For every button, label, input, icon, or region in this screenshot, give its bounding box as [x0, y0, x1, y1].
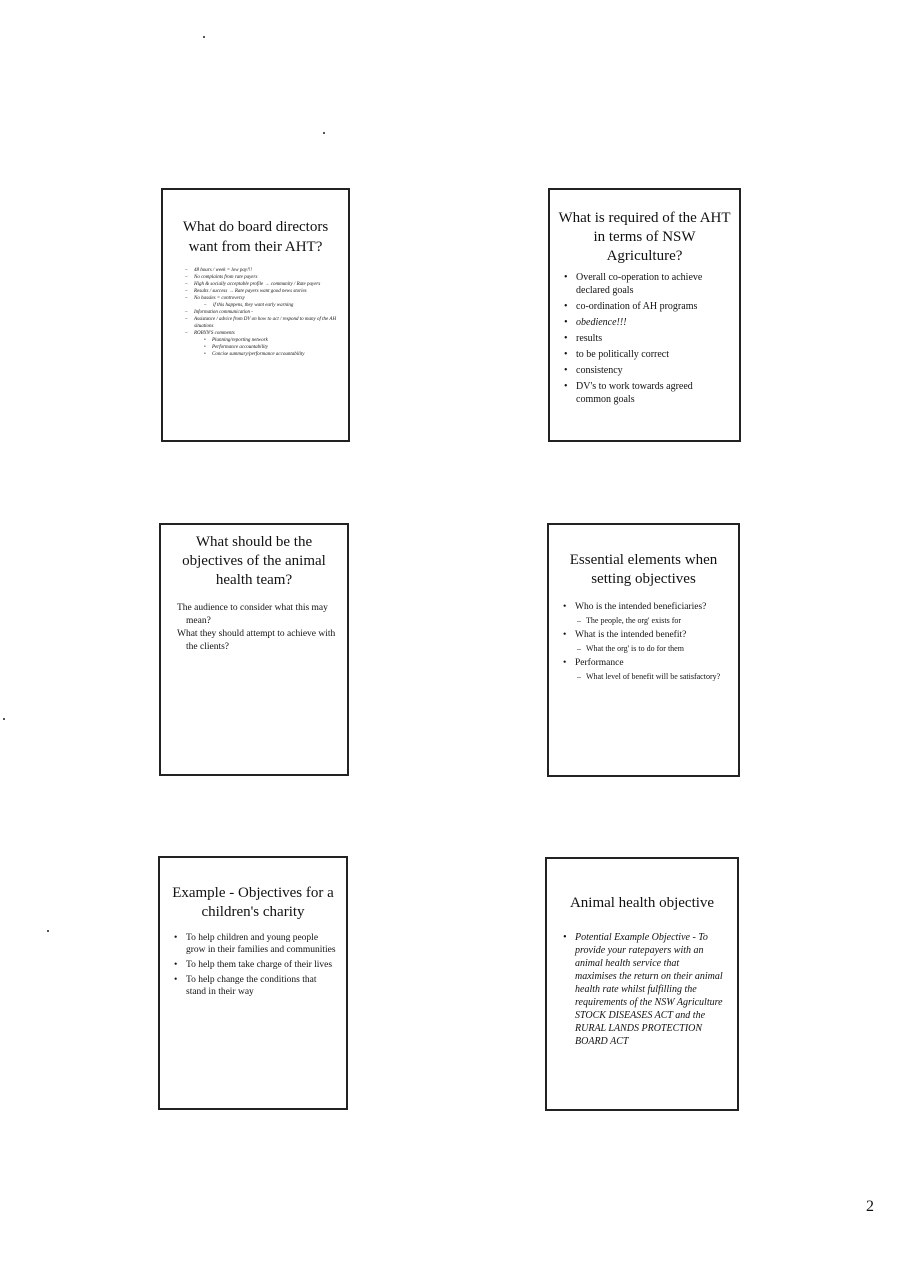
- list-item: • To help them take charge of their lives: [174, 959, 336, 971]
- paragraph: What they should attempt to achieve with the clients?: [177, 629, 336, 652]
- slide-title: What do board directors want from their AHT?: [182, 219, 329, 255]
- list-item: • Overall co-operation to achieve declared goals: [564, 271, 729, 297]
- slide-title: What is required of the AHT in terms of NSW Agriculture?: [558, 210, 731, 264]
- slide-title: Animal health objective: [569, 895, 715, 911]
- slide-nsw-agriculture: [548, 188, 741, 442]
- slide-body: [177, 602, 337, 654]
- list-item: • results: [564, 332, 729, 345]
- list-item: – 48 hours / week = low pay!!!: [185, 267, 338, 274]
- slide-title: Essential elements when setting objectives: [569, 552, 718, 587]
- list-item: • Performance – What level of benefit will be satisfactory?: [563, 657, 728, 682]
- list-item: • to be politically correct: [564, 348, 729, 361]
- list-item: • What is the intended benefit? – What the org' is to do for them: [563, 629, 728, 654]
- list-item: – Information communication -: [185, 309, 338, 316]
- sub-list-item: – if this happens, they want early warning: [204, 302, 338, 309]
- scan-speck: [323, 132, 325, 134]
- paragraph: The audience to consider what this may mean?: [177, 603, 328, 626]
- list-item: – ROBYN'S comments • Planning/reporting network • Performance accountability • Concise summary/performance accountability: [185, 330, 338, 358]
- list-item: • Who is the intended beneficiaries? – The people, the org' exists for: [563, 601, 728, 626]
- list-item: – Assistance / advice from DV on how to act / respond to many of the AH situations: [185, 316, 338, 330]
- list-item: • Potential Example Objective - To provide your ratepayers with an animal health service that maximises the return on their animal health rate whilst fulfilling the requirements of the NSW Agriculture STOCK DISEASES ACT and the RURAL LANDS PROTECTION BOARD ACT: [563, 931, 723, 1048]
- slide-childrens-charity: [158, 856, 348, 1110]
- sub-list-item: – What the org' is to do for them: [577, 643, 728, 654]
- list-item: • DV's to work towards agreed common goals: [564, 380, 729, 406]
- list-item: • To help change the conditions that stand in their way: [174, 974, 336, 998]
- page-number: 2: [866, 1198, 874, 1215]
- list-item: • co-ordination of AH programs: [564, 300, 729, 313]
- slide-board-directors: [161, 188, 350, 442]
- sub-list-item: • Planning/reporting network: [204, 337, 338, 344]
- list-item: – No complaints from rate payers: [185, 274, 338, 281]
- list-item: • To help children and young people grow in their families and communities: [174, 932, 336, 956]
- scan-speck: [203, 36, 205, 38]
- list-item: – Results / success → Rate payers want good news stories: [185, 288, 338, 295]
- slide-title: Example - Objectives for a children's charity: [172, 885, 334, 920]
- list-item: – No hassles = controversy – if this happens, they want early warning: [185, 295, 338, 309]
- sub-list-item: – What level of benefit will be satisfactory?: [577, 671, 728, 682]
- slide-essential-elements: [547, 523, 740, 777]
- sub-list-item: • Performance accountability: [204, 344, 338, 351]
- list-item: • obedience!!!: [564, 316, 729, 329]
- sub-list-item: • Concise summary/performance accountability: [204, 351, 338, 358]
- slide-body: [185, 267, 338, 358]
- slide-animal-health-objectives: [159, 523, 349, 776]
- slide-title: What should be the objectives of the animal health team?: [182, 534, 326, 588]
- list-item: • consistency: [564, 364, 729, 377]
- list-item: – High & socially acceptable profile → community / Rate payers: [185, 281, 338, 288]
- scan-speck: [47, 930, 49, 932]
- scan-speck: [3, 718, 5, 720]
- slide-animal-health-objective: [545, 857, 739, 1111]
- sub-list-item: – The people, the org' exists for: [577, 615, 728, 626]
